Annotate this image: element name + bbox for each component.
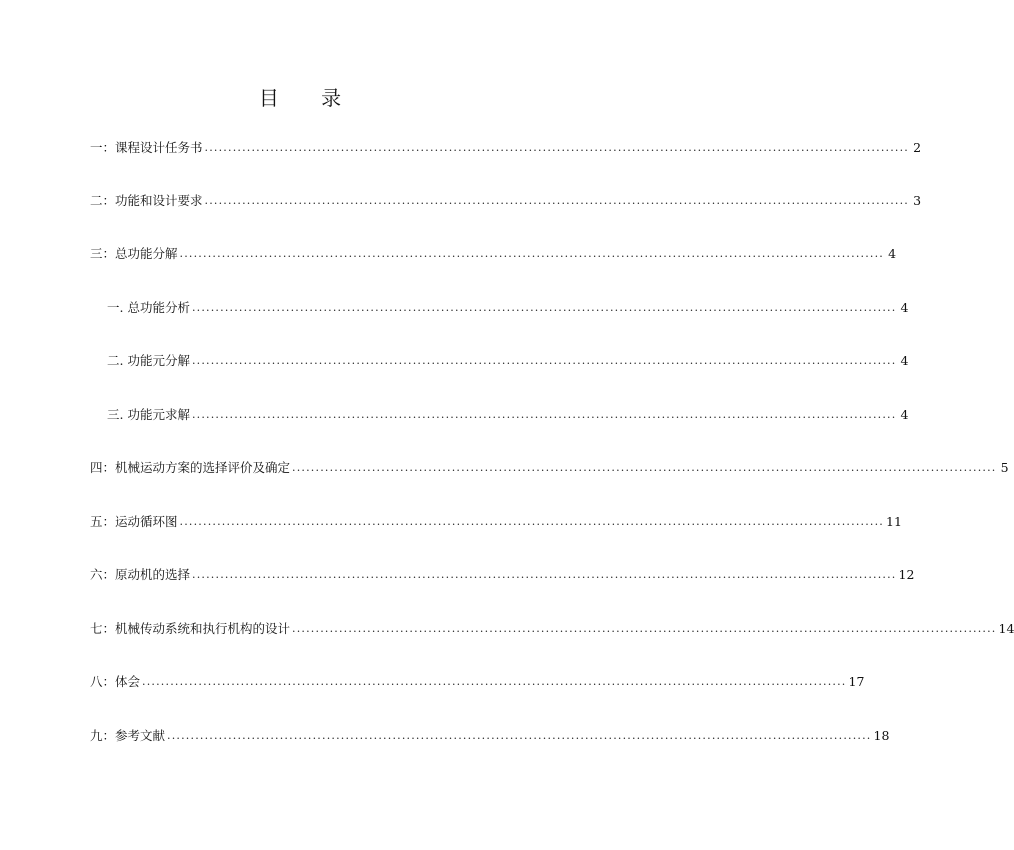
toc-entry-page: 14: [998, 621, 1014, 636]
toc-entry-label: 九：参考文献: [90, 728, 166, 743]
toc-leader-dots: ......................................................................................................................................................: [179, 247, 885, 260]
toc-entry-2[interactable]: [90, 192, 922, 210]
toc-leader-dots: ......................................................................................................................................................: [292, 622, 997, 635]
toc-entry-label: 三：总功能分解: [90, 246, 178, 261]
toc-leader-dots: ......................................................................................................................................................: [167, 729, 872, 742]
toc-entry-page: 12: [898, 567, 915, 582]
toc-entry-page: 17: [848, 674, 865, 689]
toc-entry-3-1[interactable]: [107, 299, 909, 317]
toc-leader-dots: ......................................................................................................................................................: [191, 301, 897, 314]
toc-leader-dots: ......................................................................................................................................................: [191, 354, 897, 367]
toc-entry-page: 2: [913, 140, 922, 155]
toc-entry-3-2[interactable]: [107, 352, 909, 370]
page-title: 目 录: [258, 86, 360, 110]
toc-leader-dots: ......................................................................................................................................................: [204, 141, 910, 154]
toc-entry-label: 二. 功能元分解: [107, 353, 190, 368]
toc-entry-label: 五：运动循环图: [90, 514, 178, 529]
toc-leader-dots: ......................................................................................................................................................: [142, 675, 847, 688]
toc-entry-label: 六：原动机的选择: [90, 567, 191, 582]
toc-entry-3[interactable]: [90, 245, 897, 263]
toc-entry-label: 三. 功能元求解: [107, 407, 190, 422]
toc-entry-9[interactable]: [90, 727, 890, 745]
toc-leader-dots: ......................................................................................................................................................: [192, 568, 897, 581]
toc-entry-label: 八：体会: [90, 674, 141, 689]
toc-entry-label: 四：机械运动方案的选择评价及确定: [90, 460, 291, 475]
toc-entry-page: 4: [900, 300, 909, 315]
toc-entry-page: 3: [913, 193, 922, 208]
toc-entry-8[interactable]: [90, 673, 865, 691]
toc-entry-label: 七：机械传动系统和执行机构的设计: [90, 621, 291, 636]
toc-entry-3-3[interactable]: [107, 406, 909, 424]
toc-entry-7[interactable]: [90, 620, 1014, 638]
toc-entry-label: 二：功能和设计要求: [90, 193, 203, 208]
toc-leader-dots: ......................................................................................................................................................: [292, 461, 997, 474]
toc-entry-6[interactable]: [90, 566, 915, 584]
toc-entry-page: 4: [900, 407, 909, 422]
toc-leader-dots: ......................................................................................................................................................: [204, 194, 910, 207]
toc-entry-label: 一. 总功能分析: [107, 300, 190, 315]
toc-entry-page: 18: [873, 728, 890, 743]
toc-entry-4[interactable]: [90, 459, 1009, 477]
toc-leader-dots: ......................................................................................................................................................: [191, 408, 897, 421]
toc-entry-page: 4: [900, 353, 909, 368]
toc-leader-dots: ......................................................................................................................................................: [179, 515, 885, 528]
toc-entry-1[interactable]: [90, 139, 922, 157]
toc-entry-page: 4: [888, 246, 897, 261]
toc-entry-label: 一：课程设计任务书: [90, 140, 203, 155]
toc-entry-5[interactable]: [90, 513, 902, 531]
toc-entry-page: 11: [886, 514, 902, 529]
toc-entry-page: 5: [1000, 460, 1009, 475]
